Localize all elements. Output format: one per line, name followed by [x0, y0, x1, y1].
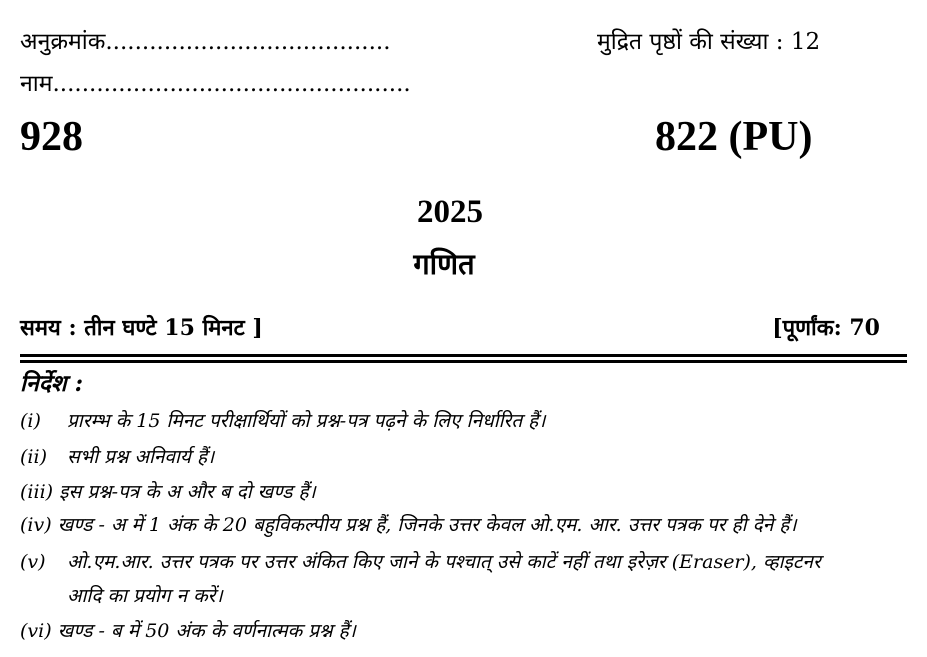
roll-number-field: अनुक्रमांक....................................... — [20, 29, 391, 55]
instruction-item — [20, 512, 797, 538]
subject-title: गणित — [413, 247, 475, 281]
printed-pages-count: मुद्रित पृष्ठों की संख्या : 12 — [597, 29, 821, 55]
double-rule-top — [20, 354, 907, 357]
exam-year: 2025 — [417, 194, 483, 230]
instruction-item — [20, 549, 821, 575]
instruction-item — [20, 479, 316, 505]
paper-code-left: 928 — [20, 114, 83, 160]
instruction-text: खण्ड - अ में 1 अंक के 20 बहुविकल्पीय प्रश्न हैं, जिनके उत्तर केवल ओ.एम. आर. उत्तर पत्रक पर ही देने हैं। — [57, 514, 797, 536]
instruction-item — [20, 618, 356, 644]
exam-duration: समय : तीन घण्टे 15 मिनट ] — [20, 315, 263, 341]
instruction-text: इस प्रश्न-पत्र के अ और ब दो खण्ड हैं। — [59, 481, 316, 503]
instruction-text: सभी प्रश्न अनिवार्य हैं। — [67, 446, 215, 468]
instructions-heading: निर्देश : — [20, 370, 84, 397]
instruction-continuation: आदि का प्रयोग न करें। — [67, 585, 223, 607]
maximum-marks: [पूर्णांक: 70 — [772, 315, 880, 341]
double-rule-bottom — [20, 360, 907, 363]
instruction-number: (v) — [20, 551, 46, 573]
instruction-number: (ii) — [20, 446, 47, 468]
instruction-text: खण्ड - ब में 50 अंक के वर्णनात्मक प्रश्न हैं। — [57, 620, 356, 642]
instruction-number: (vi) — [20, 620, 52, 642]
instruction-text: प्रारम्भ के 15 मिनट परीक्षार्थियों को प्रश्न-पत्र पढ़ने के लिए निर्धारित हैं। — [67, 410, 546, 432]
instruction-number: (iv) — [20, 514, 52, 536]
instruction-item — [20, 444, 214, 470]
instruction-text: ओ.एम.आर. उत्तर पत्रक पर उत्तर अंकित किए जाने के पश्चात् उसे काटें नहीं तथा इरेज़र (Eraser), व्हाइटनर — [67, 551, 821, 573]
paper-code-right: 822 (PU) — [655, 114, 813, 160]
instruction-number: (iii) — [20, 481, 54, 503]
name-field: नाम................................................. — [20, 71, 411, 97]
instruction-number: (i) — [20, 410, 41, 432]
instruction-item — [20, 408, 545, 434]
